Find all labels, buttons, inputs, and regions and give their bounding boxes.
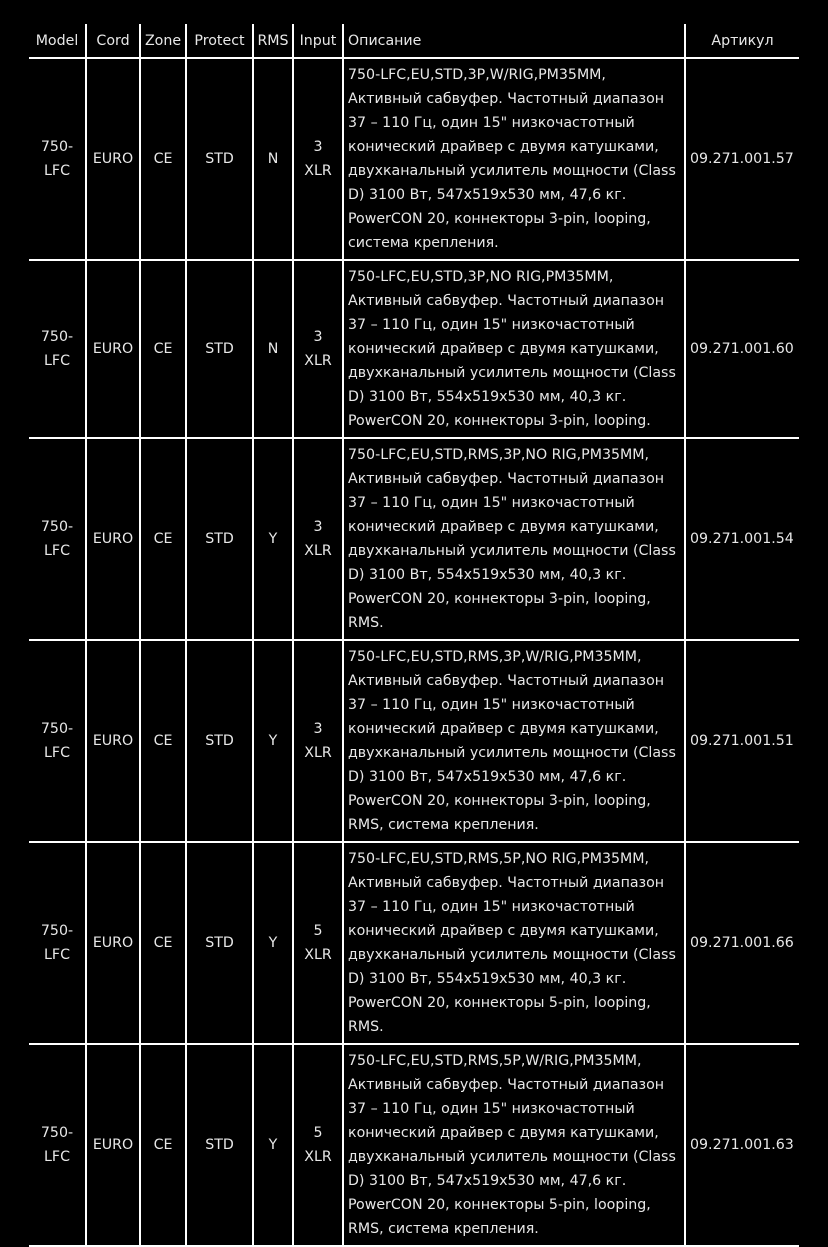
cell-article: 09.271.001.54 xyxy=(685,438,799,640)
cell-zone: CE xyxy=(140,640,186,842)
cell-input: 3 XLR xyxy=(293,640,343,842)
cell-protect: STD xyxy=(186,58,253,260)
cell-protect: STD xyxy=(186,1044,253,1246)
cell-rms: N xyxy=(253,58,293,260)
cell-input: 3 XLR xyxy=(293,438,343,640)
cell-model: 750-LFC xyxy=(29,1044,86,1246)
cell-description: 750-LFC,EU,STD,RMS,3P,W/RIG,PM35MM, Активный сабвуфер. Частотный диапазон 37 – 110 Гц, один 15" низкочастотный конический драйвер с двумя катушками, двухканальный усилитель мощности (Class D) 3100 Вт, 547x519x530 мм, 47,6 кг. PowerCON 20, коннекторы 3-pin, looping, RMS, система крепления. xyxy=(343,640,685,842)
cell-model: 750-LFC xyxy=(29,438,86,640)
cell-rms: Y xyxy=(253,842,293,1044)
cell-description: 750-LFC,EU,STD,3P,W/RIG,PM35MM, Активный сабвуфер. Частотный диапазон 37 – 110 Гц, один 15" низкочастотный конический драйвер с двумя катушками, двухканальный усилитель мощности (Class D) 3100 Вт, 547x519x530 мм, 47,6 кг. PowerCON 20, коннекторы 3-pin, looping, система крепления. xyxy=(343,58,685,260)
cell-cord: EURO xyxy=(86,58,140,260)
cell-rms: Y xyxy=(253,1044,293,1246)
cell-protect: STD xyxy=(186,842,253,1044)
cell-zone: CE xyxy=(140,260,186,438)
header-article: Артикул xyxy=(685,24,799,58)
cell-protect: STD xyxy=(186,260,253,438)
header-model: Model xyxy=(29,24,86,58)
table-row xyxy=(29,842,799,1044)
cell-protect: STD xyxy=(186,640,253,842)
table-row xyxy=(29,1044,799,1246)
cell-zone: CE xyxy=(140,58,186,260)
cell-model: 750-LFC xyxy=(29,260,86,438)
cell-cord: EURO xyxy=(86,842,140,1044)
cell-cord: EURO xyxy=(86,1044,140,1246)
cell-input: 5 XLR xyxy=(293,842,343,1044)
cell-description: 750-LFC,EU,STD,RMS,3P,NO RIG,PM35MM, Активный сабвуфер. Частотный диапазон 37 – 110 Гц, один 15" низкочастотный конический драйвер с двумя катушками, двухканальный усилитель мощности (Class D) 3100 Вт, 554x519x530 мм, 40,3 кг. PowerCON 20, коннекторы 3-pin, looping, RMS. xyxy=(343,438,685,640)
table-row xyxy=(29,260,799,438)
cell-description: 750-LFC,EU,STD,RMS,5P,W/RIG,PM35MM, Активный сабвуфер. Частотный диапазон 37 – 110 Гц, один 15" низкочастотный конический драйвер с двумя катушками, двухканальный усилитель мощности (Class D) 3100 Вт, 547x519x530 мм, 47,6 кг. PowerCON 20, коннекторы 5-pin, looping, RMS, система крепления. xyxy=(343,1044,685,1246)
product-table xyxy=(29,24,799,1247)
cell-zone: CE xyxy=(140,1044,186,1246)
cell-model: 750-LFC xyxy=(29,640,86,842)
cell-input: 3 XLR xyxy=(293,58,343,260)
cell-article: 09.271.001.66 xyxy=(685,842,799,1044)
header-description: Описание xyxy=(343,24,685,58)
cell-model: 750-LFC xyxy=(29,58,86,260)
table-row xyxy=(29,58,799,260)
cell-zone: CE xyxy=(140,842,186,1044)
header-zone: Zone xyxy=(140,24,186,58)
cell-article: 09.271.001.63 xyxy=(685,1044,799,1246)
header-cord: Cord xyxy=(86,24,140,58)
header-rms: RMS xyxy=(253,24,293,58)
cell-protect: STD xyxy=(186,438,253,640)
cell-rms: Y xyxy=(253,438,293,640)
table-row xyxy=(29,640,799,842)
header-input: Input xyxy=(293,24,343,58)
product-table-container xyxy=(29,24,799,1247)
cell-article: 09.271.001.57 xyxy=(685,58,799,260)
cell-rms: Y xyxy=(253,640,293,842)
cell-model: 750-LFC xyxy=(29,842,86,1044)
cell-input: 3 XLR xyxy=(293,260,343,438)
cell-cord: EURO xyxy=(86,438,140,640)
header-protect: Protect xyxy=(186,24,253,58)
cell-input: 5 XLR xyxy=(293,1044,343,1246)
cell-description: 750-LFC,EU,STD,3P,NO RIG,PM35MM, Активный сабвуфер. Частотный диапазон 37 – 110 Гц, один 15" низкочастотный конический драйвер с двумя катушками, двухканальный усилитель мощности (Class D) 3100 Вт, 554x519x530 мм, 40,3 кг. PowerCON 20, коннекторы 3-pin, looping. xyxy=(343,260,685,438)
table-row xyxy=(29,438,799,640)
table-header-row xyxy=(29,24,799,58)
cell-rms: N xyxy=(253,260,293,438)
cell-article: 09.271.001.51 xyxy=(685,640,799,842)
cell-article: 09.271.001.60 xyxy=(685,260,799,438)
cell-zone: CE xyxy=(140,438,186,640)
cell-cord: EURO xyxy=(86,260,140,438)
cell-cord: EURO xyxy=(86,640,140,842)
cell-description: 750-LFC,EU,STD,RMS,5P,NO RIG,PM35MM, Активный сабвуфер. Частотный диапазон 37 – 110 Гц, один 15" низкочастотный конический драйвер с двумя катушками, двухканальный усилитель мощности (Class D) 3100 Вт, 554x519x530 мм, 40,3 кг. PowerCON 20, коннекторы 5-pin, looping, RMS. xyxy=(343,842,685,1044)
